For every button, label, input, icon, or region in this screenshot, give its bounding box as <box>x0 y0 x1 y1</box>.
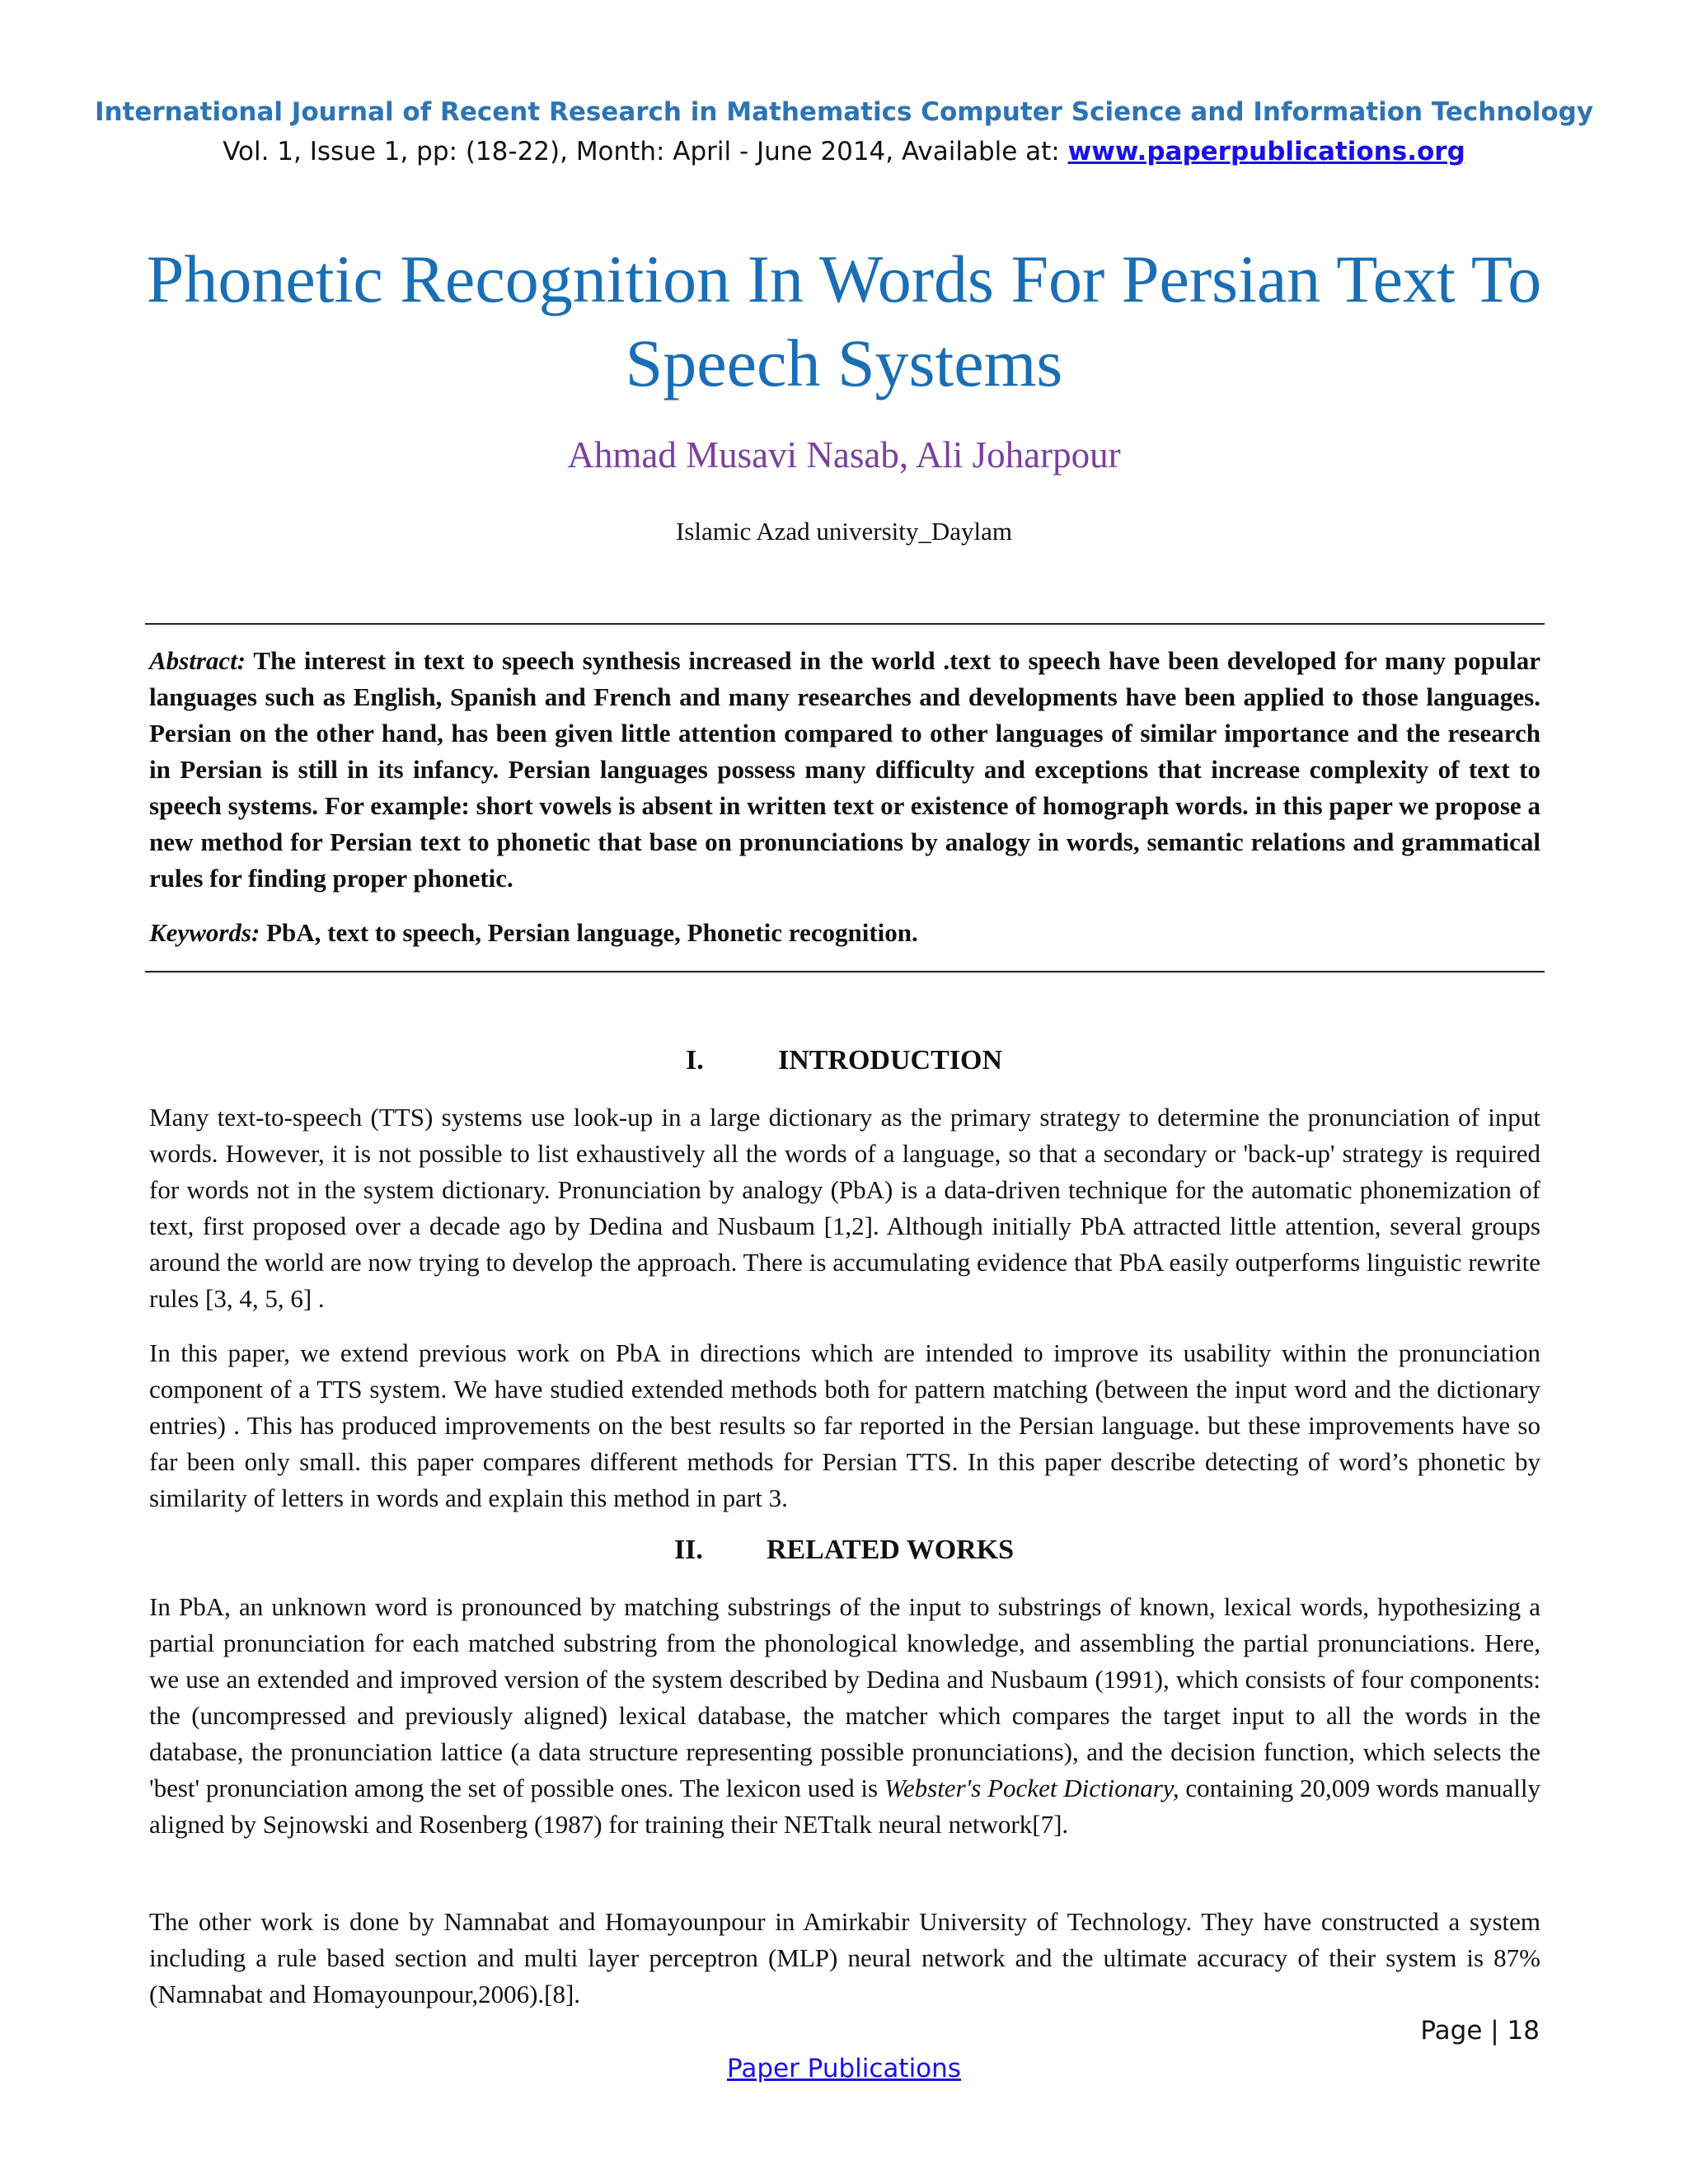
related-p1-italic: Webster's Pocket Dictionary, <box>884 1774 1179 1802</box>
intro-paragraph-2: In this paper, we extend previous work on PbA in directions which are intended to improve its usability within the pronunciation component of a TTS system. We have studied extended methods both for pattern matching (between the input word and the dictionary entries) . This has produced improvements on the best results so far reported in the Persian language. but these improvements have so far been only small. this paper compares different methods for Persian TTS. In this paper describe detecting of word’s phonetic by similarity of letters in words and explain this method in part 3. <box>149 1338 1540 1512</box>
journal-name: International Journal of Recent Research in Mathematics Computer Science and Information Technology <box>94 97 1594 127</box>
section-heading-introduction <box>0 1045 1688 1076</box>
page-number: Page | 18 <box>1420 2016 1540 2046</box>
author-affiliation: Islamic Azad university_Daylam <box>675 517 1013 546</box>
keywords-text: PbA, text to speech, Persian language, Phonetic recognition. <box>266 918 918 947</box>
related-p1-text-b: containing 20,009 words manually aligned by Sejnowski and Rosenberg (1987) for training their NETtalk neural network[7]. <box>149 1774 1541 1839</box>
section-number: I. <box>685 1045 704 1076</box>
divider-top <box>145 623 1545 625</box>
publisher-link[interactable]: Paper Publications <box>727 2054 961 2083</box>
intro-paragraph-1: Many text-to-speech (TTS) systems use look-up in a large dictionary as the primary strategy to determine the pronunciation of input words. However, it is not possible to list exhaustively all the words of a language, so that a secondary or 'back-up' strategy is required for words not in the system dictionary. Pronunciation by analogy (PbA) is a data-driven technique for the automatic phonemization of text, first proposed over a decade ago by Dedina and Nusbaum [1,2]. Although initially PbA attracted little attention, several groups around the world are now trying to develop the approach. There is accumulating evidence that PbA easily outperforms linguistic rewrite rules [3, 4, 5, 6] . <box>149 1103 1540 1313</box>
section-number: II. <box>673 1535 703 1565</box>
abstract-label: Abstract: <box>149 646 246 675</box>
related-paragraph-1 <box>149 1589 1540 1843</box>
keywords-label: Keywords: <box>149 918 260 947</box>
related-paragraph-2: The other work is done by Namnabat and Homayounpour in Amirkabir University of Technology. They have constructed a system including a rule based section and multi layer perceptron (MLP) neural network and the ultimate accuracy of their system is 87% (Namnabat and Homayounpour,2006).[8]. <box>149 1907 1540 2008</box>
related-p1-text-a: In PbA, an unknown word is pronounced by matching substrings of the input to substrings of known, lexical words, hypothesizing a partial pronunciation for each matched substring from the phonological knowledge, and assembling the partial pronunciations. Here, we use an extended and improved version of the system described by Dedina and Nusbaum (1991), which consists of four components: the (uncompressed and previously aligned) lexical database, the matcher which compares the target input to all the words in the database, the pronunciation lattice (a data structure representing possible pronunciations), and the decision function, which selects the 'best' pronunciation among the set of possible ones. The lexicon used is <box>149 1592 1540 1802</box>
keywords <box>149 915 1540 951</box>
issue-info-text: Vol. 1, Issue 1, pp: (18-22), Month: April - June 2014, Available at: <box>223 137 1068 166</box>
paper-authors: Ahmad Musavi Nasab, Ali Joharpour <box>567 434 1121 476</box>
journal-issue-info <box>0 137 1688 166</box>
journal-url-link[interactable]: www.paperpublications.org <box>1067 137 1465 166</box>
paper-title: Phonetic Recognition In Words For Persian Text To Speech Systems <box>146 241 1542 401</box>
divider-bottom <box>145 971 1545 972</box>
section-title: INTRODUCTION <box>777 1045 1003 1076</box>
section-heading-related-works <box>0 1535 1688 1566</box>
abstract <box>149 643 1540 897</box>
section-title: RELATED WORKS <box>766 1535 1015 1565</box>
abstract-text: The interest in text to speech synthesis increased in the world .text to speech have been developed for many popular languages such as English, Spanish and French and many researches and developments have been applied to those languages. Persian on the other hand, has been given little attention compared to other languages of similar importance and the research in Persian is still in its infancy. Persian languages possess many difficulty and exceptions that increase complexity of text to speech systems. For example: short vowels is absent in written text or existence of homograph words. in this paper we propose a new method for Persian text to phonetic that base on pronunciations by analogy in words, semantic relations and grammatical rules for finding proper phonetic. <box>149 646 1540 893</box>
